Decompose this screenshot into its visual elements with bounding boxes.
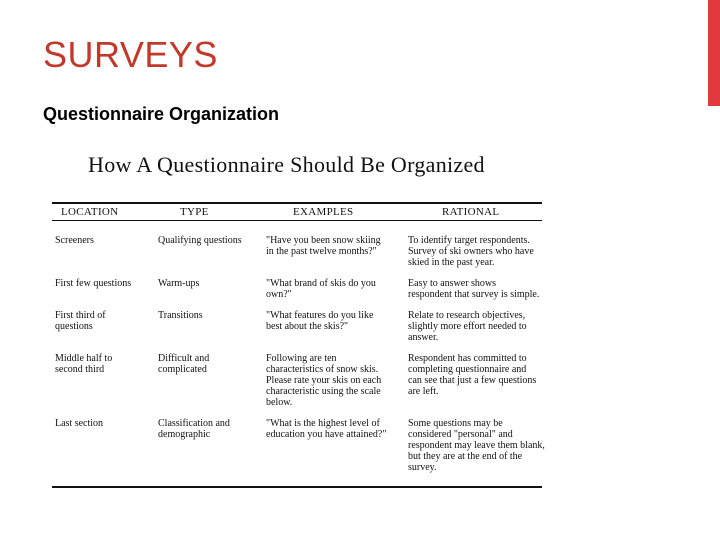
- table-cell-example: "What brand of skis do you own?": [266, 278, 376, 300]
- table-cell-example: "What features do you like best about the skis?": [266, 310, 374, 332]
- table-cell-type: Difficult and complicated: [158, 353, 210, 375]
- column-header-location: LOCATION: [61, 206, 119, 218]
- accent-bar: [708, 0, 720, 106]
- table-cell-rationale: Easy to answer shows respondent that survey is simple.: [408, 278, 540, 300]
- table-cell-location: Screeners: [55, 235, 94, 246]
- table-cell-rationale: To identify target respondents. Survey of ski owners who have skied in the past year.: [408, 235, 534, 268]
- table-cell-location: Middle half to second third: [55, 353, 113, 375]
- table-cell-type: Warm-ups: [158, 278, 200, 289]
- table-bottom-rule: [52, 486, 542, 488]
- table-cell-rationale: Some questions may be considered "personal" and respondent may leave them blank, but they are at the end of the survey.: [408, 418, 545, 473]
- column-header-rational: RATIONAL: [442, 206, 500, 218]
- table-cell-rationale: Respondent has committed to completing questionnaire and can see that just a few questions are left.: [408, 353, 537, 397]
- column-header-type: TYPE: [180, 206, 209, 218]
- column-header-examples: EXAMPLES: [293, 206, 354, 218]
- table-cell-example: Following are ten characteristics of snow skis. Please rate your skis on each characteristic using the scale below.: [266, 353, 382, 408]
- questionnaire-figure: [48, 150, 548, 495]
- table-cell-location: First few questions: [55, 278, 132, 289]
- table-cell-location: Last section: [55, 418, 104, 429]
- table-top-rule: [52, 202, 542, 204]
- table-cell-type: Transitions: [158, 310, 203, 321]
- table-cell-example: "What is the highest level of education you have attained?": [266, 418, 387, 440]
- slide-title: SURVEYS: [43, 34, 218, 75]
- table-cell-type: Qualifying questions: [158, 235, 242, 246]
- table-cell-rationale: Relate to research objectives, slightly more effort needed to answer.: [408, 310, 527, 343]
- table-cell-location: First third of questions: [55, 310, 106, 332]
- table-header-rule: [52, 220, 542, 221]
- table-cell-example: "Have you been snow skiing in the past twelve months?": [266, 235, 381, 257]
- table-cell-type: Classification and demographic: [158, 418, 230, 440]
- slide-subtitle: Questionnaire Organization: [43, 104, 280, 124]
- figure-title: How A Questionnaire Should Be Organized: [88, 152, 485, 177]
